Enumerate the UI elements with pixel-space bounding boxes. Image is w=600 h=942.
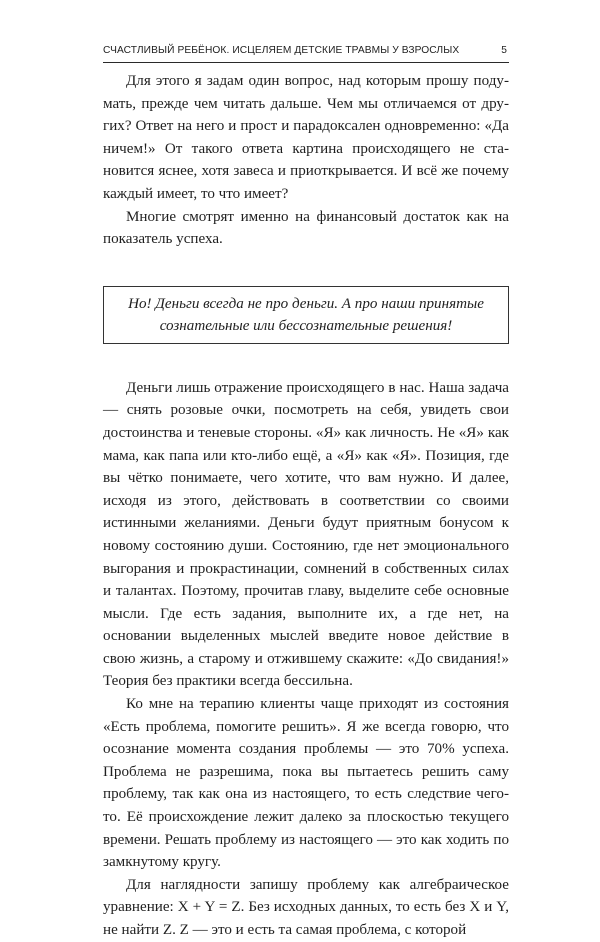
- paragraph: Для этого я задам один вопрос, над которым прошу подумать, прежде чем читать дальше. Чем мы отличаемся от других? Ответ на него и прост и парадоксален одновременно: «Да ничем!» От такого ответа картина происходящего не становится яснее, хотя завеса и приоткрывается. И всё же почему каждый имеет, то что имеет?: [103, 73, 509, 202]
- page-number: 5: [501, 45, 507, 56]
- page-content: [103, 70, 509, 942]
- paragraph: Для наглядности запишу проблему как алгебраическое уравнение: X + Y = Z. Без исходных данных, то есть без X и Y, не найти Z. Z — это и есть та самая проблема, с которой: [103, 876, 509, 938]
- running-head: [103, 42, 509, 63]
- callout-box: [103, 286, 509, 344]
- callout-text: Но! Деньги всегда не про деньги. А про наши принятые сознательные или бессознательные решения!: [128, 295, 484, 334]
- paragraph: Многие смотрят именно на финансовый достаток как на показатель успеха.: [103, 208, 509, 248]
- paragraph: Ко мне на терапию клиенты чаще приходят из состояния «Есть проблема, помогите решить». Я же всегда говорю, что осознание момента создания проблемы — это 70% успеха. Проблема не разрешима, пока вы пытаетесь решить саму проблему, так как она из настоящего, то есть следствие чего-то. Её происхождение лежит далеко за плоскостью текущего времени. Решать проблему из настоящего — это как ходить по замкнутому кругу.: [103, 696, 509, 871]
- paragraph: Деньги лишь отражение происходящего в нас. Наша задача — снять розовые очки, посмотреть на себя, увидеть свои достоинства и теневые стороны. «Я» как личность. Не «Я» как мама, как папа или кто-либо ещё, а «Я» как «Я». Позиция, где вы чётко понимаете, чего хотите, что вам нужно. И далее, исходя из этого, действовать в соответствии со своими истинными желаниями. Деньги будут приятным бонусом к новому состоянию души. Состоянию, где нет эмоционального выгорания и прокрастинации, сомнений в собственных силах и талантах. Поэтому, прочитав главу, выделите себе основные мысли. Где есть задания, выполните их, а где нет, на основании выделенных мыслей введите новое действие в свою жизнь, а старому и отжившему скажите: «До свидания!» Теория без практики всегда бессильна.: [103, 379, 509, 690]
- running-title: СЧАСТЛИВЫЙ РЕБЁНОК. ИСЦЕЛЯЕМ ДЕТСКИЕ ТРАВМЫ У ВЗРОСЛЫХ: [103, 45, 460, 56]
